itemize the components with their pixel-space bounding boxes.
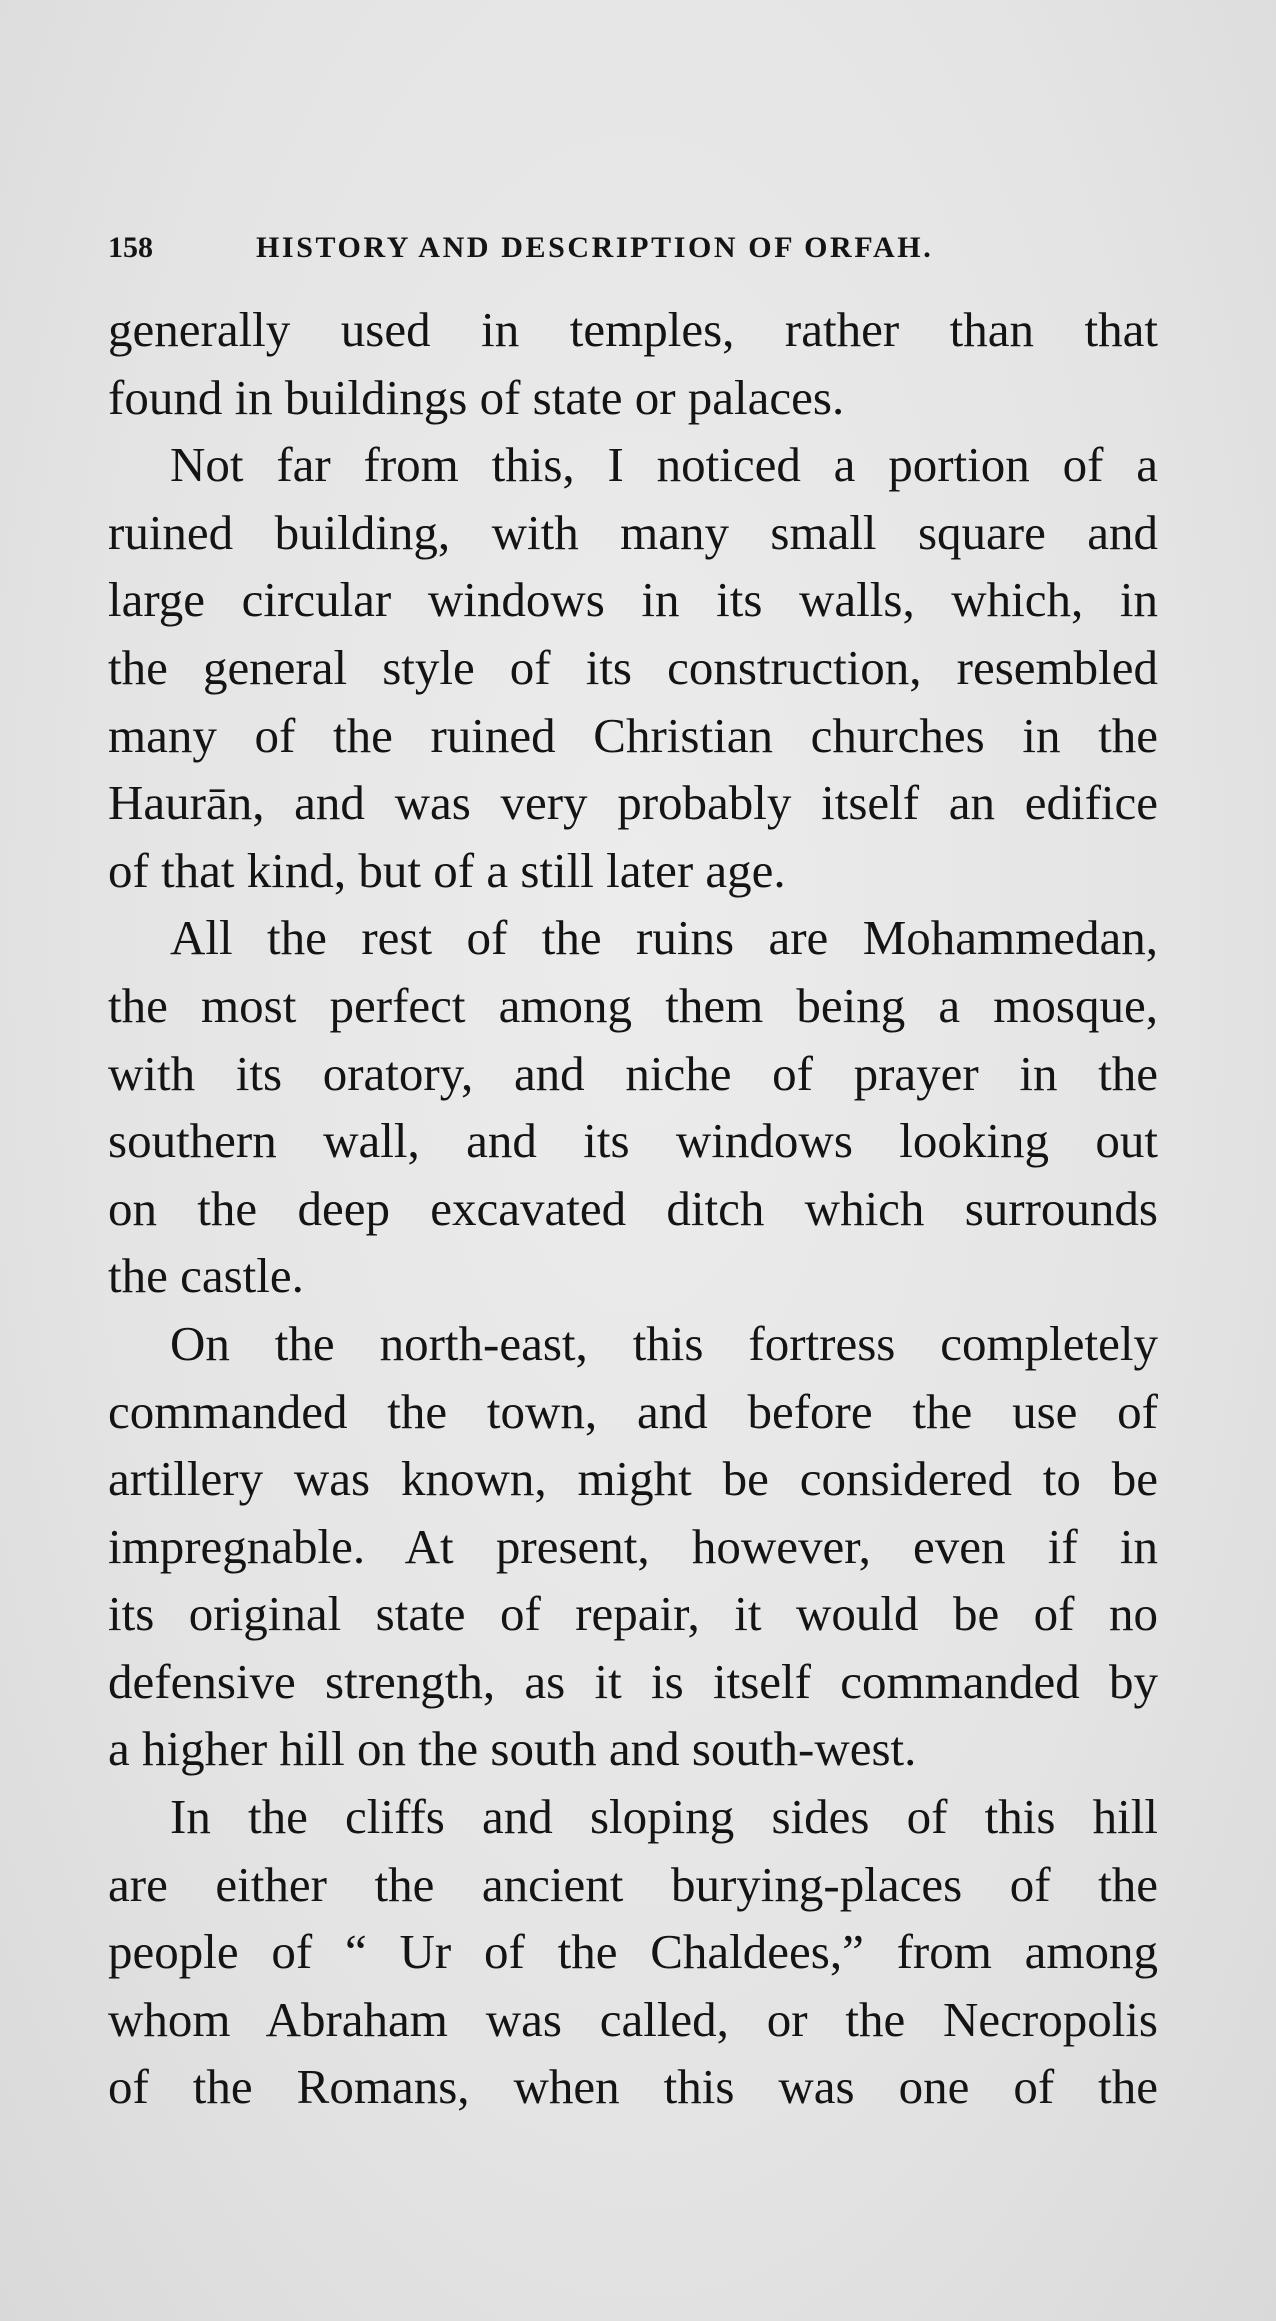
text-line: a higher hill on the south and south-west. (108, 1721, 917, 1777)
text-line: Haurān, and was very probably itself an edifice (108, 775, 1158, 831)
text-line: found in buildings of state or palaces. (108, 369, 845, 425)
paragraph-start-line: Not far from this, I noticed a portion of a (170, 437, 1158, 493)
text-line: commanded the town, and before the use of (108, 1383, 1158, 1439)
page-number: 158 (108, 231, 153, 264)
text-line: on the deep excavated ditch which surrounds (108, 1180, 1158, 1236)
text-line: the most perfect among them being a mosque, (108, 977, 1158, 1033)
text-line: of that kind, but of a still later age. (108, 842, 786, 898)
text-line: generally used in temples, rather than that (108, 302, 1158, 357)
text-line: defensive strength, as it is itself commanded by (108, 1653, 1158, 1709)
running-head (108, 226, 1038, 270)
body-text (108, 296, 1158, 2121)
text-line: whom Abraham was called, or the Necropolis (108, 1991, 1158, 2047)
text-line: with its oratory, and niche of prayer in the (108, 1045, 1158, 1101)
text-line: many of the ruined Christian churches in the (108, 707, 1158, 763)
paragraph-start-line: On the north-east, this fortress completely (170, 1315, 1158, 1371)
text-line: of the Romans, when this was one of the (108, 2059, 1158, 2115)
text-line: artillery was known, might be considered to be (108, 1451, 1158, 1507)
running-title: HISTORY AND DESCRIPTION OF ORFAH. (256, 231, 934, 264)
text-line: impregnable. At present, however, even if in (108, 1518, 1158, 1574)
text-line: people of “ Ur of the Chaldees,” from among (108, 1924, 1158, 1980)
text-line: ruined building, with many small square and (108, 504, 1158, 560)
text-line: the general style of its construction, resembled (108, 639, 1158, 695)
text-line: the castle. (108, 1248, 304, 1304)
text-line: its original state of repair, it would be of no (108, 1586, 1158, 1642)
text-line: southern wall, and its windows looking out (108, 1113, 1158, 1169)
paragraph-start-line: All the rest of the ruins are Mohammedan, (170, 910, 1158, 966)
text-line: large circular windows in its walls, which, in (108, 572, 1158, 628)
text-line: are either the ancient burying-places of the (108, 1856, 1158, 1912)
paragraph-start-line: In the cliffs and sloping sides of this hill (170, 1789, 1158, 1845)
